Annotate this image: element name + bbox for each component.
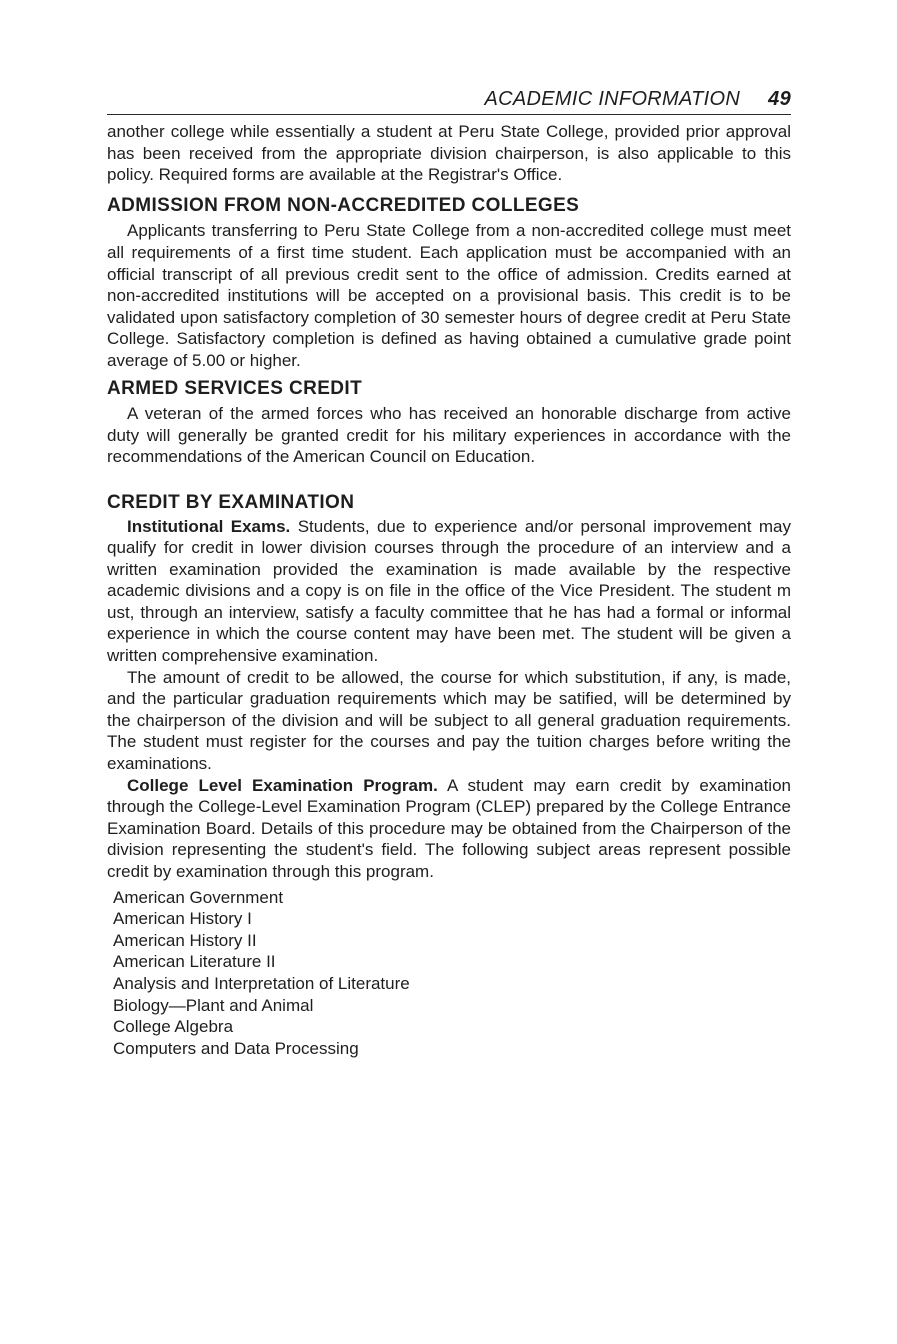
heading-admission-non-accredited: ADMISSION FROM NON-ACCREDITED COLLEGES — [107, 194, 580, 216]
clep-paragraph — [107, 775, 791, 883]
credit-amount-paragraph: The amount of credit to be allowed, the course for which substitution, if any, is made, and the particular graduation requirements which may be satified, will be determined by the chairperson of the division and will be subject to all general graduation requirements. The student must register for the courses and pay the tuition charges before writing the examinations. — [107, 667, 791, 774]
list-item: American Literature II — [113, 952, 276, 972]
list-item: Biology—Plant and Animal — [113, 995, 314, 1015]
clep-subject-list — [113, 887, 791, 1060]
institutional-exams-label: Institutional Exams. — [127, 516, 291, 536]
running-header — [107, 88, 791, 115]
institutional-exams-text: Students, due to experience and/or personal improvement may qualify for credit in lower division courses through the procedure of an interview and a written examination provided the examination is made available by the respective academic divisions and a copy is on file in the office of the Vice President. The student m ust, through an interview, satisfy a faculty committee that he has had a formal or informal experience in which the course content may have been met. The student will be given a written comprehensive examination. — [107, 516, 791, 666]
institutional-exams-paragraph — [107, 516, 791, 667]
list-item: American History II — [113, 930, 257, 950]
clep-text: A student may earn credit by examination through the College-Level Examination Program (CLEP) prepared by the College Entrance Examination Board. Details of this procedure may be obtained from the Chairperson of the division representing the student's field. The following subject areas represent possible credit by examination through this program. — [107, 775, 791, 881]
page-number: 49 — [768, 88, 791, 110]
list-item: American History I — [113, 909, 252, 929]
body-text — [107, 121, 791, 1059]
heading-armed-services-credit: ARMED SERVICES CREDIT — [107, 377, 363, 399]
section-title: ACADEMIC INFORMATION — [484, 88, 741, 110]
admission-paragraph: Applicants transferring to Peru State College from a non-accredited college must meet all requirements of a first time student. Each application must be accompanied with an official transcript of all previous credit sent to the office of admission. Credits earned at non-accredited institutions will be accepted on a provisional basis. This credit is to be validated upon satisfactory completion of 30 semester hours of degree credit at Peru State College. Satisfactory completion is defined as having obtained a cumulative grade point average of 5.00 or higher. — [107, 221, 791, 370]
list-item: American Government — [113, 887, 284, 907]
clep-label: College Level Examination Program. — [127, 775, 438, 795]
list-item: College Algebra — [113, 1017, 234, 1037]
intro-paragraph: another college while essentially a student at Peru State College, provided prior approval has been received from the appropriate division chairperson, is also applicable to this policy. Required forms are available at the Registrar's Office. — [107, 122, 791, 185]
list-item: Computers and Data Processing — [113, 1038, 359, 1058]
list-item: Analysis and Interpretation of Literature — [113, 973, 410, 993]
armed-services-paragraph: A veteran of the armed forces who has received an honorable discharge from active duty will generally be granted credit for his military experiences in accordance with the recommendations of the American Council on Education. — [107, 404, 791, 467]
heading-credit-by-examination: CREDIT BY EXAMINATION — [107, 491, 355, 513]
